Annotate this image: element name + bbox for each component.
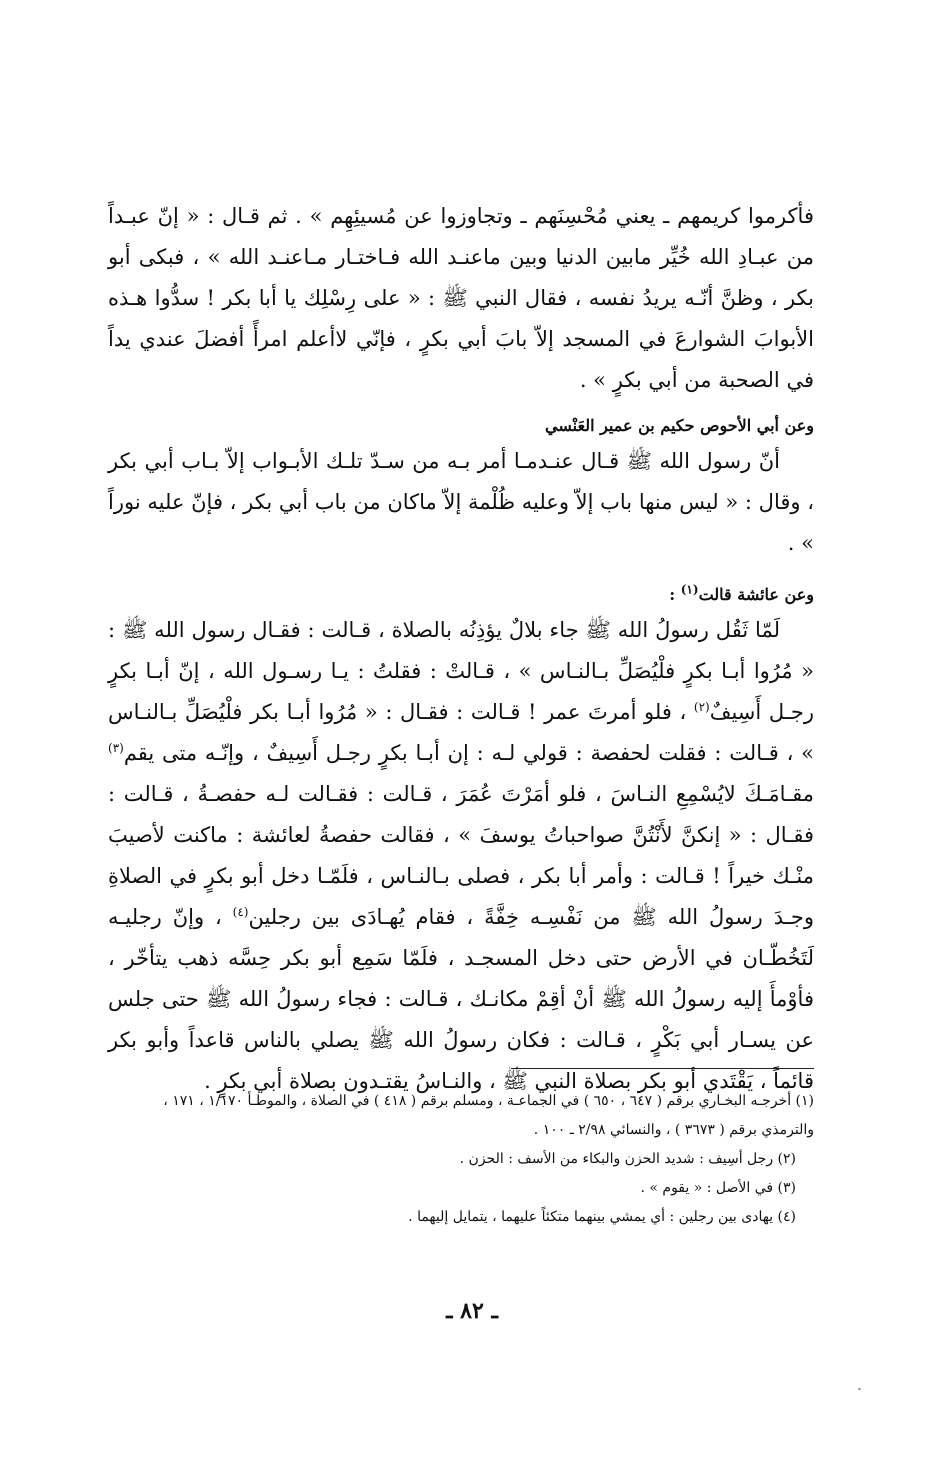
footnote-2: (٢) رجل أسِيف : شديد الحزن والبكاء من الأسف : الحزن . [459, 1151, 796, 1167]
footnote-3: (٣) في الأصل : « يقوم » . [640, 1180, 796, 1196]
section-heading-aisha [108, 580, 814, 610]
paragraph-3-part-b: ، فلو أمرتَ عمر ! قـالت : فقـال : « مُرُوا أبـا بكر فلْيُصَلِّ بـالنـاس » ، قـالت : فقلت لحفصة : قولي لـه : إن أبـا بكرٍ رجـل أَسِيفٌ ، وإنّـه متى يقم [108, 700, 814, 765]
heading-text: وعن عائشة قالت [698, 585, 814, 604]
footnote-ref-4: (٤) [232, 905, 249, 919]
footnote-divider [511, 1068, 814, 1069]
footnotes [108, 1087, 814, 1232]
paragraph-3-part-c: مقـامَـكَ لايُسْمِعِ النـاسَ ، فلو أمَرْتَ عُمَرَ ، قـالت : فقـالت لـه حفصـةُ ، قـالت : فقـال : « إنكنَّ لأَنْتُنَّ صواحباتُ يوسفَ » ، فقالت حفصةُ لعائشة : ماكنت لأصيبَ منْـك خيراً ! قـالت : وأمر أبا بكر ، فصلى بـالنـاس ، فلَمّـا دخل أبو بكرٍ في الصلاةِ وجـدَ رسولُ الله ﷺ من نَفْسِـه خِفَّةً ، فقام يُهـادَى بين رجلين [108, 782, 814, 929]
paragraph-3-part-a: لَمّا ثَقُل رسولُ الله ﷺ جاء بلالٌ يؤذِنُه بالصلاة ، قـالت : فقـال رسول الله ﷺ : « مُرُوا أبـا بكرٍ فلْيُصَلِّ بـالنـاس » ، قـالتْ : فقلتُ : يـا رسـول الله ، إنّ أبـا بكرٍ رجـل أَسِيفٌ [108, 618, 815, 724]
main-text [108, 196, 814, 1102]
paragraph-3-part-d: ، وإنّ رجليـه لَتَخُطّـان في الأرض حتى دخل المسجـد ، فلَمّا سَمِع أبو بكر حِسَّه ذهب يتأخّر ، فأوْمأَ إليه رسولُ الله ﷺ أنْ أقِمْ مكانـك ، قـالت : فجاء رسولُ الله ﷺ حتى جلس عن يسـار أبي بَكْرٍ ، قـالت : فكان رسولُ الله ﷺ يصلي بالناس قاعداً وأبو بكر قائماً ، يَقْتَدي أبو بكر بصلاة النبي ﷺ ، والنـاسُ يقتـدون بصلاة أبي بكرٍ . [108, 905, 814, 1093]
footnote-ref-1: (١) [680, 582, 699, 597]
paragraph-3 [108, 610, 814, 1102]
footnote-ref-3: (٣) [108, 741, 124, 755]
footnote-ref-2: (٢) [693, 700, 710, 714]
scan-speck [858, 1388, 861, 1390]
footnote-1: (١) أخرجـه البخـاري برقم ( ٦٤٧ ، ٦٥٠ ) في الجماعـة ، ومسلم برقم ( ٤١٨ ) في الصلاة ، والموطـأ ١/١٧٠ ، ١٧١ ، والترمذي برقم ( ٣٦٧٣ ) ، والنسائي ٢/٩٨ ـ ١٠٠ . [163, 1093, 814, 1138]
page-number: ـ ٨٢ ـ [446, 1298, 498, 1324]
footnote-4: (٤) يهادى بين رجلين : أي يمشي بينهما متكئاً عليهما ، يتمايل إليهما . [408, 1209, 796, 1225]
paragraph-1: فأكرموا كريمهم ـ يعني مُحْسِنَهم ـ وتجاوزوا عن مُسيئِهِم » . ثم قـال : « إنّ عبـداً من عبـادِ الله خُيِّر مابين الدنيا وبين ماعنـد الله فـاختـار مـاعنـد الله » ، فبكى أبو بكر ، وظنَّ أنّـه يريدُ نفسه ، فقال النبي ﷺ : « على رِسْلِك يا أبا بكر ! سدُّوا هـذه الأبوابَ الشوارعَ في المسجد إلاّ بابَ أبي بكرٍ ، فإنّي لاأعلم امرأً أفضلَ عندي يداً في الصحبة من أبي بكرٍ » . [108, 204, 814, 392]
heading-colon: : [669, 585, 681, 604]
paragraph-2: أنّ رسول الله ﷺ قـال عنـدمـا أمر بـه من سـدّ تلـك الأبـواب إلاّ بـاب أبي بكر ، وقال : « ليس منها باب إلاّ وعليه ظُلْمة إلاّ ماكان من باب أبي بكر ، فإنّ عليه نوراً » . [108, 449, 814, 555]
section-heading-abu-al-ahwas: وعن أبي الأحوص حكيم بن عمير العَنْسي [545, 416, 814, 435]
